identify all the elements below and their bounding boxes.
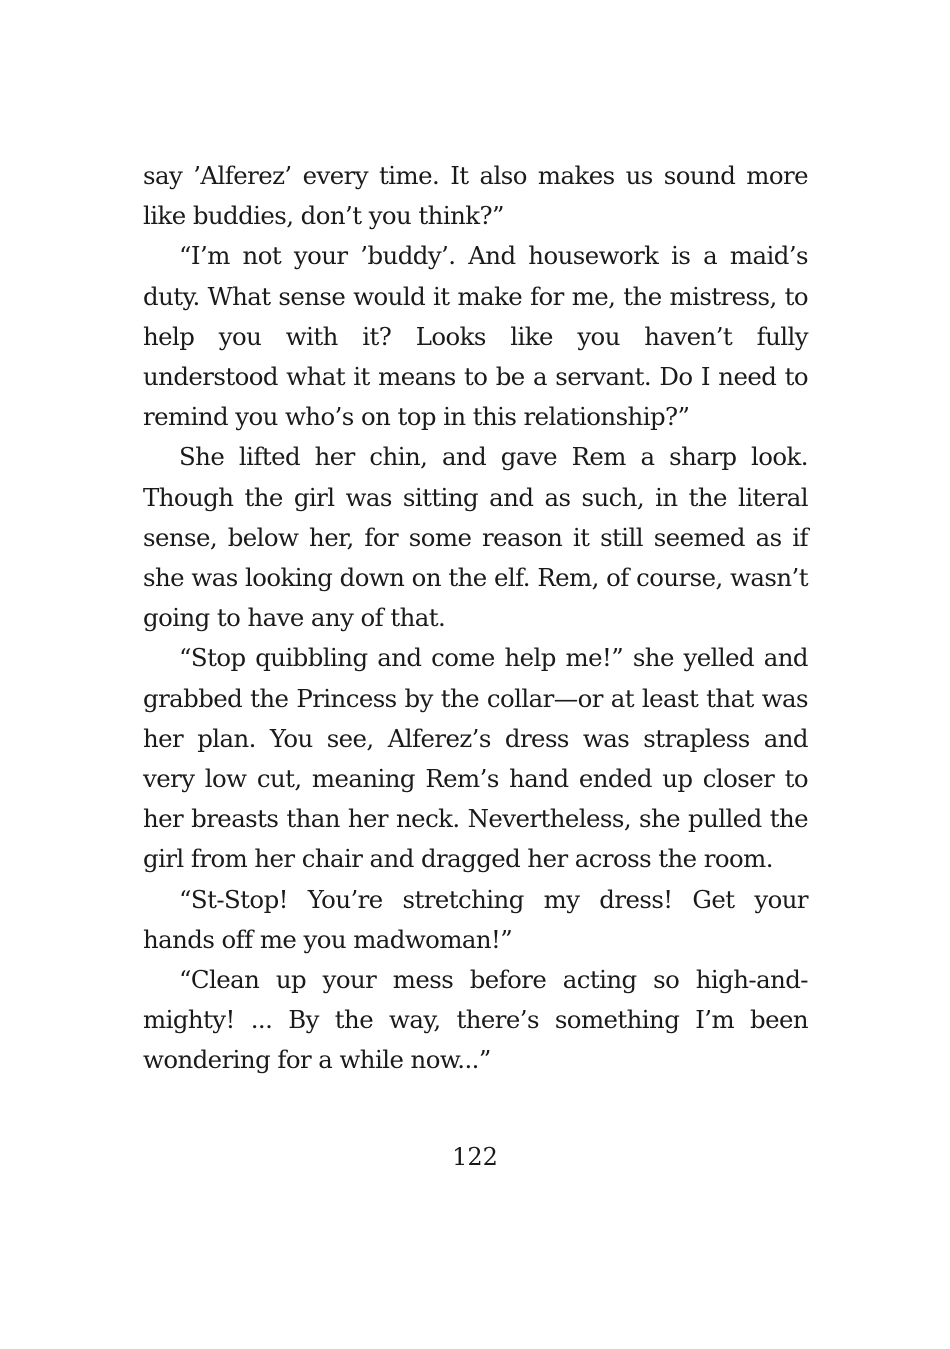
paragraph-2: “I’m not your ’buddy’. And housework is a maid’s duty. What sense would it make for me, the mistress, to help you with it? Looks like you haven’t fully understood what it means to be a servant. Do I need to remind you who’s on top in this relationship?” — [143, 241, 808, 432]
paragraph-6: “Clean up your mess before acting so high-and-mighty! ... By the way, there’s something I’m been wondering for a while now...” — [143, 965, 808, 1075]
paragraph-1: say ’Alferez’ every time. It also makes us sound more like buddies, don’t you think?” — [143, 161, 808, 231]
body-text — [143, 156, 808, 1081]
paragraph-4: “Stop quibbling and come help me!” she yelled and grabbed the Princess by the collar—or at least that was her plan. You see, Alferez’s dress was strapless and very low cut, meaning Rem’s hand ended up closer to her breasts than her neck. Nevertheless, she pulled the girl from her chair and dragged her across the room. — [143, 643, 808, 874]
paragraph-5: “St-Stop! You’re stretching my dress! Get your hands off me you madwoman!” — [143, 884, 808, 954]
page-number: 122 — [452, 1143, 498, 1171]
paragraph-3: She lifted her chin, and gave Rem a sharp look. Though the girl was sitting and as such, in the literal sense, below her, for some reason it still seemed as if she was looking down on the elf. Rem, of course, wasn’t going to have any of that. — [143, 442, 808, 633]
